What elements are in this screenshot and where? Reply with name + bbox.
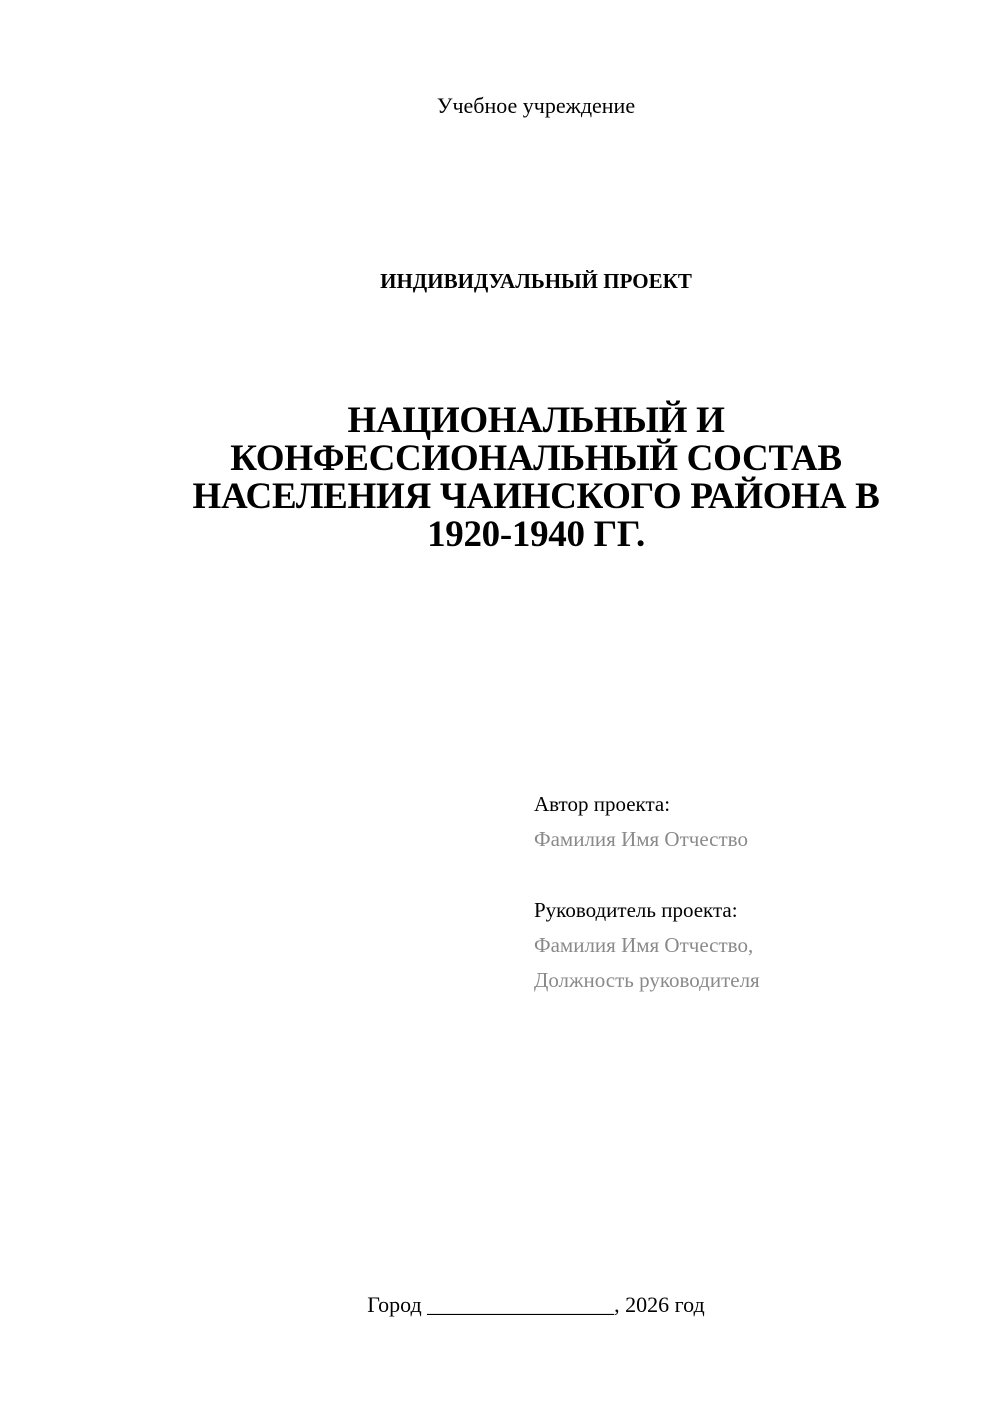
supervisor-name: Фамилия Имя Отчество,: [534, 933, 754, 957]
project-title-line: НАЦИОНАЛЬНЫЙ И: [347, 400, 725, 441]
supervisor-position: Должность руководителя: [534, 968, 760, 992]
author-block: [534, 787, 748, 857]
author-label: Автор проекта:: [534, 792, 671, 816]
city-year-footer: Город _________________, 2026 год: [367, 1292, 705, 1317]
supervisor-label: Руководитель проекта:: [534, 898, 738, 922]
project-title: [140, 402, 932, 554]
project-title-line: НАСЕЛЕНИЯ ЧАИНСКОГО РАЙОНА В: [192, 476, 880, 517]
project-title-line: КОНФЕССИОНАЛЬНЫЙ СОСТАВ: [230, 438, 842, 479]
project-title-line: 1920-1940 ГГ.: [427, 514, 645, 555]
institution-name: Учебное учреждение: [436, 93, 636, 118]
project-type-heading: ИНДИВИДУАЛЬНЫЙ ПРОЕКТ: [380, 269, 692, 293]
author-name: Фамилия Имя Отчество: [534, 827, 748, 851]
supervisor-block: [534, 893, 760, 998]
